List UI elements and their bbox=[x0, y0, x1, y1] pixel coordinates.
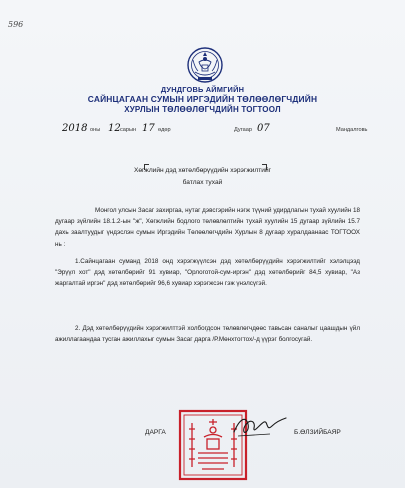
page-number: 596 bbox=[8, 20, 24, 29]
signatory-name: Б.ӨЛЗИЙБАЯР bbox=[294, 429, 341, 436]
handwritten-day: 17 bbox=[142, 123, 155, 134]
month-suffix: сарын bbox=[120, 127, 137, 133]
subject-line-1: Хөгжлийн дэд хөтөлбөрүүдийн хэрэгжилтийг bbox=[133, 167, 272, 174]
header-resolution-title: ХУРЛЫН ТӨЛӨӨЛӨГЧДИЙН ТОГТООЛ bbox=[124, 105, 281, 114]
paragraph-preamble: Монгол улсын Засаг захиргаа, нутаг дэвсгэрийн нэгж түүний удирдлагын тухай хуулийн 18 дугаар зүйлийн 18.1.2-ын "ж", Хөгжлийн бодлого төлөвлөлтийн тухай хуулийн 15 дугаар зүйлийн 15.7 дахь заалтуудыг үндэслэн сумын Иргэдийн Төлөөлөгчдийн Хурлын 8 дугаар хуралдаанаас ТОГТООХ нь : bbox=[55, 207, 360, 248]
header-aimag: ДУНДГОВЬ АЙМГИЙН bbox=[160, 85, 245, 94]
handwritten-signature bbox=[230, 412, 290, 440]
handwritten-month: 12 bbox=[108, 123, 121, 134]
day-suffix: өдөр bbox=[158, 127, 171, 133]
header-sum-khural: САЙНЦАГААН СУМЫН ИРГЭДИЙН ТӨЛӨӨЛӨГЧДИЙН bbox=[87, 94, 318, 104]
state-emblem-icon bbox=[186, 46, 224, 84]
paragraph-clause-2: 2. Дэд хөтөлбөрүүдийн хэрэгжилттэй холбогдсон төлөвлөгчдөөс тавьсан саналыг цаашдын үйл ажиллагаандаа тусган ажиллахыг сумын Засаг дарга /Р.Мөнхтогтох/-д үүрэг болгосугай. bbox=[55, 325, 360, 344]
handwritten-number: 07 bbox=[257, 123, 270, 134]
place-name: Мандалговь bbox=[336, 127, 368, 133]
year-suffix: оны bbox=[90, 127, 101, 133]
signatory-title: ДАРГА bbox=[145, 429, 166, 436]
subject-line-2: батлах тухай bbox=[182, 179, 223, 186]
paragraph-clause-1: 1.Сайнцагаан суманд 2018 онд хэрэгжүүлсэн дэд хөтөлбөрүүдийн хэрэгжилтийг хэлэлцээд "Эрүүл хот" дэд хөтөлбөрийг 91 хувиар, "Орлоготой-сум-иргэн" дэд хөтөлбөрийг 84,5 хувиар, "Аз жаргалтай иргэн" дэд хөтөлбөрийг 96,6 хувиар хэрэгжсэн гэж үнэлсүгэй. bbox=[55, 258, 360, 288]
handwritten-year: 2018 bbox=[62, 123, 88, 134]
subject-block bbox=[0, 165, 405, 189]
number-label: Дугаар bbox=[234, 127, 252, 133]
